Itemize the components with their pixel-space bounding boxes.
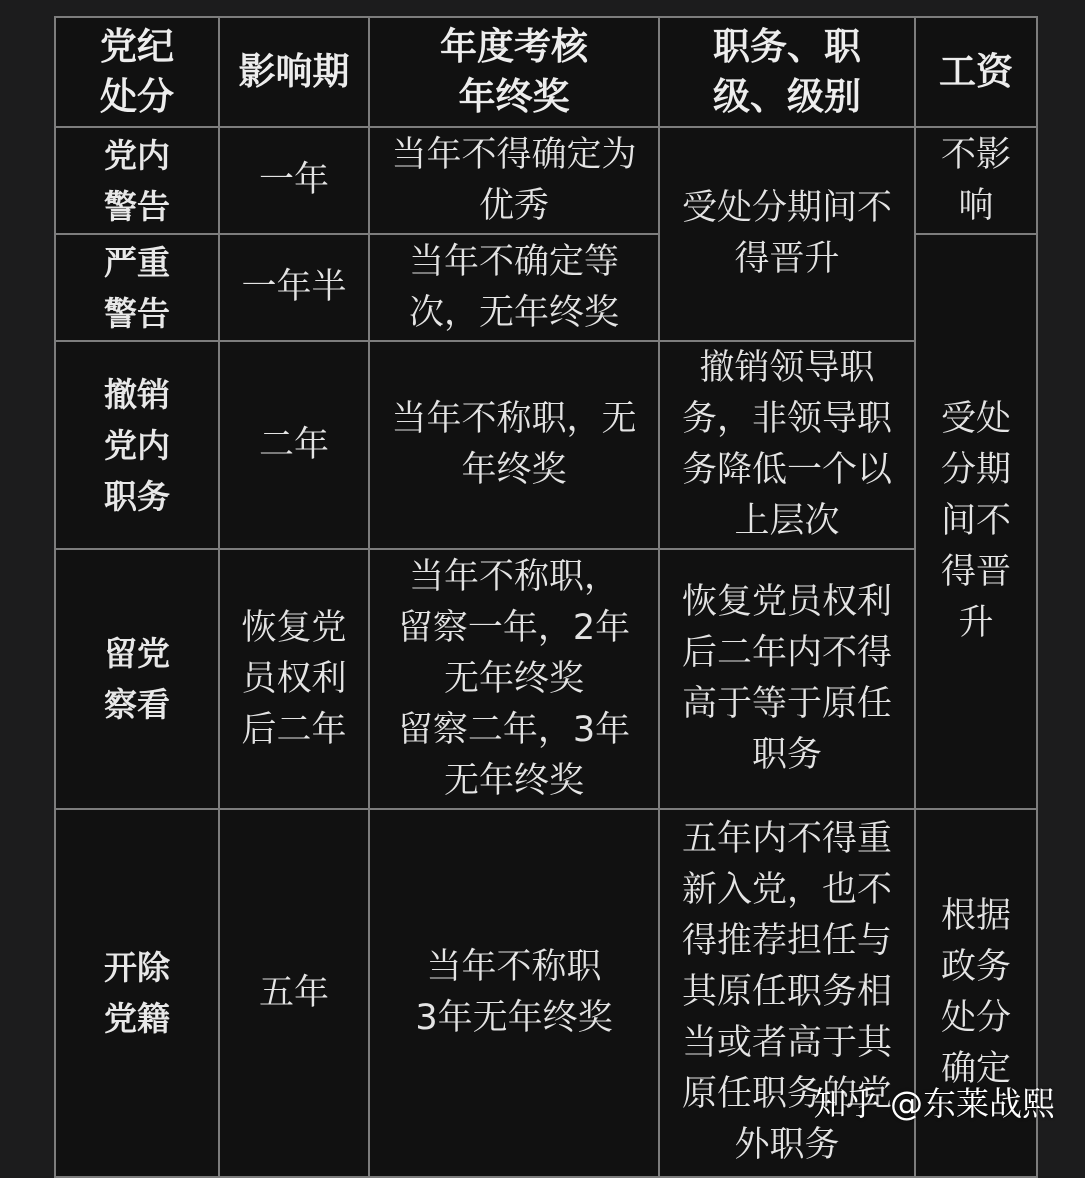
salary-impact: 不影 响 — [915, 127, 1037, 234]
discipline-table — [54, 16, 1038, 1178]
annual-assessment: 当年不得确定为 优秀 — [369, 127, 659, 234]
header-annual-assessment: 年度考核 年终奖 — [369, 17, 659, 127]
impact-period: 五年 — [219, 809, 369, 1177]
discipline-table-wrapper — [54, 16, 1036, 1176]
table-header-row — [55, 17, 1037, 127]
punishment-type: 党内 警告 — [55, 127, 219, 234]
impact-period: 一年半 — [219, 234, 369, 341]
annual-assessment: 当年不称职，无 年终奖 — [369, 341, 659, 549]
punishment-type: 开除 党籍 — [55, 809, 219, 1177]
annual-assessment: 当年不称职 3年无年终奖 — [369, 809, 659, 1177]
annual-assessment: 当年不称职， 留察一年，2年 无年终奖 留察二年，3年 无年终奖 — [369, 549, 659, 809]
annual-assessment: 当年不确定等 次，无年终奖 — [369, 234, 659, 341]
salary-impact: 根据 政务 处分 确定 — [915, 809, 1037, 1177]
punishment-type: 严重 警告 — [55, 234, 219, 341]
impact-period: 二年 — [219, 341, 369, 549]
position-rank: 恢复党员权利 后二年内不得 高于等于原任 职务 — [659, 549, 915, 809]
position-rank: 撤销领导职 务，非领导职 务降低一个以 上层次 — [659, 341, 915, 549]
header-impact-period: 影响期 — [219, 17, 369, 127]
header-salary: 工资 — [915, 17, 1037, 127]
table-row — [55, 549, 1037, 809]
punishment-type: 撤销 党内 职务 — [55, 341, 219, 549]
position-rank-merged: 受处分期间不 得晋升 — [659, 127, 915, 341]
header-punishment-type: 党纪 处分 — [55, 17, 219, 127]
table-row — [55, 127, 1037, 234]
salary-impact-merged: 受处 分期 间不 得晋 升 — [915, 234, 1037, 809]
impact-period: 一年 — [219, 127, 369, 234]
zhihu-watermark: 知乎 @东莱战熙 — [813, 1084, 1055, 1123]
header-position-rank: 职务、职 级、级别 — [659, 17, 915, 127]
impact-period: 恢复党 员权利 后二年 — [219, 549, 369, 809]
position-rank: 五年内不得重 新入党，也不 得推荐担任与 其原任职务相 当或者高于其 原任职务的党 外职务 — [659, 809, 915, 1177]
table-row — [55, 341, 1037, 549]
punishment-type: 留党 察看 — [55, 549, 219, 809]
